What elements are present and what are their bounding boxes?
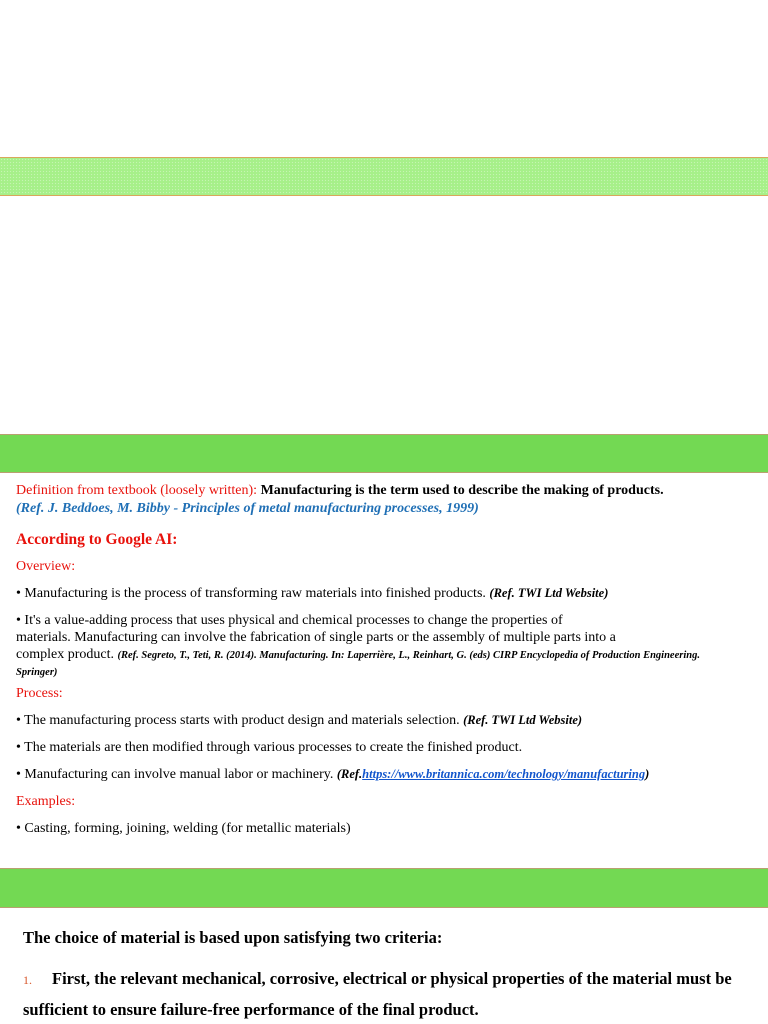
examples-label: Examples: [16, 794, 76, 809]
process-item-3-ref-suffix: ) [645, 767, 650, 781]
google-ai-heading: According to Google AI: [16, 531, 178, 548]
overview-item-1 [16, 585, 758, 602]
overview-label: Overview: [16, 559, 76, 574]
definition-reference: (Ref. J. Beddoes, M. Bibby - Principles of metal manufacturing processes, 1999) [16, 501, 479, 516]
criteria-heading: The choice of material is based upon satisfying two criteria: [23, 928, 443, 947]
process-item-3-ref-prefix: (Ref. [336, 767, 363, 781]
section-bar-middle [0, 434, 768, 473]
overview-item-2-line1: • It's a value-adding process that uses physical and chemical processes to change the properties of [16, 613, 563, 628]
definition-label: Definition from textbook (loosely written): [16, 483, 258, 498]
criteria-item-1-text: First, the relevant mechanical, corrosive, electrical or physical properties of the material must be sufficient to ensure failure-free performance of the final product. [23, 969, 732, 1019]
process-item-3-text: • Manufacturing can involve manual labor or machinery. [16, 767, 334, 782]
overview-item-1-ref: (Ref. TWI Ltd Website) [489, 586, 609, 600]
process-item-1 [16, 712, 758, 729]
process-item-1-ref: (Ref. TWI Ltd Website) [463, 713, 583, 727]
criteria-item-1 [23, 964, 753, 1024]
overview-item-2-line3-text: complex product. [16, 647, 114, 662]
section-bar-bottom [0, 868, 768, 908]
overview-item-2-line2: materials. Manufacturing can involve the fabrication of single parts or the assembly of multiple parts into a [16, 630, 616, 645]
process-item-2: • The materials are then modified through various processes to create the finished product. [16, 740, 523, 755]
definition-text: Manufacturing is the term used to describe the making of products. [260, 483, 664, 498]
examples-item-1: • Casting, forming, joining, welding (for metallic materials) [16, 821, 351, 836]
section-bar-top [0, 157, 768, 196]
britannica-link[interactable]: https://www.britannica.com/technology/manufacturing [362, 767, 646, 781]
process-label: Process: [16, 686, 63, 701]
definition-line [16, 482, 758, 499]
process-item-1-text: • The manufacturing process starts with product design and materials selection. [16, 713, 460, 728]
overview-item-1-text: • Manufacturing is the process of transforming raw materials into finished products. [16, 586, 486, 601]
overview-item-2-ref: (Ref. Segreto, T., Teti, R. (2014). Manufacturing. In: Laperrière, L., Reinhart, G. (eds) CIRP Encyclopedia of Production Engineering. Springer) [16, 650, 700, 678]
process-item-3 [16, 766, 758, 783]
criteria-item-1-number: 1. [23, 973, 32, 987]
overview-item-2-line3 [16, 646, 738, 680]
